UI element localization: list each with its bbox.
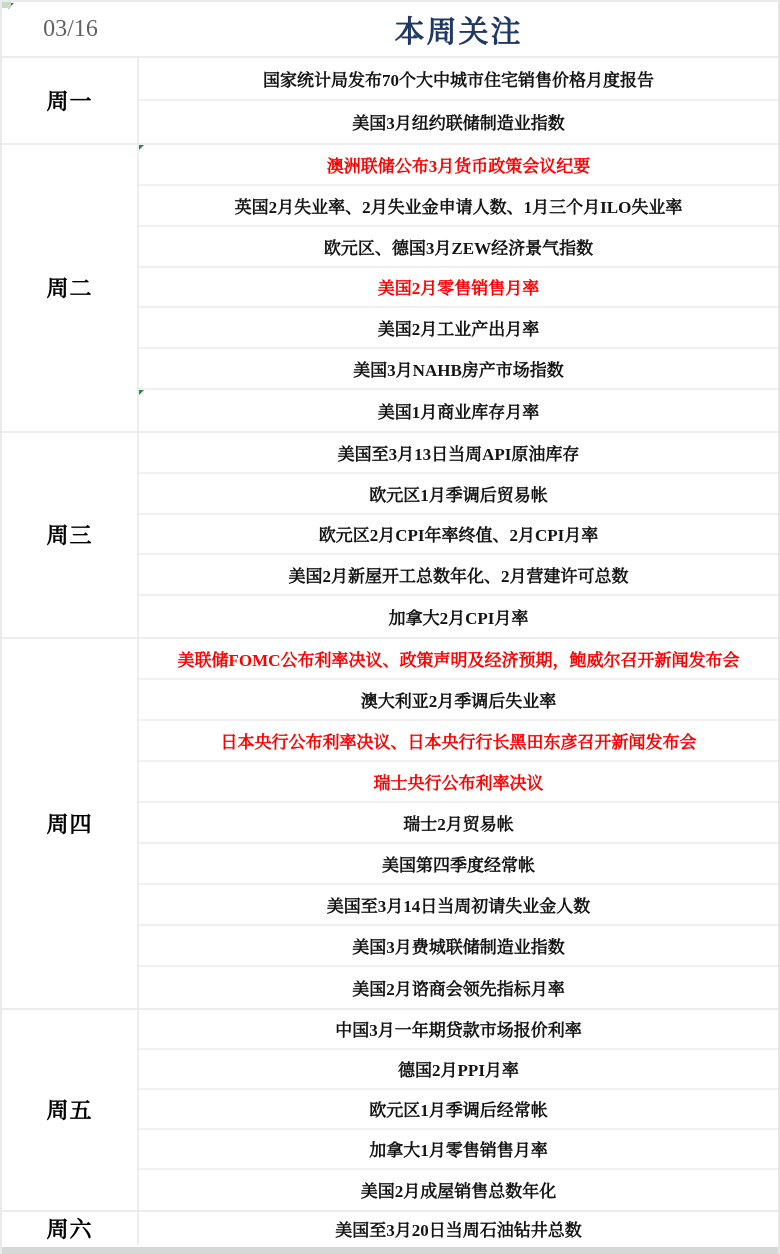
day-label: 周二 [46,276,93,302]
day-label: 周六 [46,1216,93,1242]
day-cell[interactable] [2,145,139,431]
event-row[interactable] [139,967,778,1008]
event-text: 美国1月商业库存月率 [377,402,540,422]
day-block [2,1212,778,1245]
event-row[interactable] [139,101,778,144]
event-text: 美国3月费城联储制造业指数 [352,937,565,957]
events-column [139,433,778,637]
event-row[interactable] [139,639,778,680]
event-row[interactable] [139,596,778,637]
event-row[interactable] [139,433,778,474]
event-row[interactable] [139,58,778,101]
event-text: 美国2月新屋开工总数年化、2月营建许可总数 [288,567,629,587]
event-text: 美国2月谘商会领先指标月率 [352,979,565,999]
event-row[interactable] [139,308,778,349]
day-cell[interactable] [2,433,139,637]
event-text: 欧元区2月CPI年率终值、2月CPI月率 [318,526,599,546]
sheet-corner-patch [2,2,11,8]
events-column [139,145,778,431]
event-text: 美国第四季度经常帐 [382,855,535,875]
header-row [2,2,778,58]
event-row[interactable] [139,555,778,596]
event-row[interactable] [139,844,778,885]
event-text: 中国3月一年期贷款市场报价利率 [335,1021,582,1041]
event-text: 美国至3月13日当周API原油库存 [337,444,580,464]
event-text: 美国2月零售销售月率 [377,279,540,299]
week-table [2,58,778,1245]
day-cell[interactable] [2,1010,139,1210]
event-row[interactable] [139,145,778,186]
event-text: 加拿大2月CPI月率 [388,608,529,628]
event-row[interactable] [139,515,778,556]
day-label: 周一 [46,89,93,114]
day-block [2,58,778,145]
day-cell[interactable] [2,58,139,143]
day-label: 周五 [46,1098,93,1124]
event-text: 瑞士央行公布利率决议 [373,773,544,793]
event-text: 美国至3月14日当周初请失业金人数 [326,896,591,916]
events-column [139,639,778,1008]
event-row[interactable] [139,1130,778,1170]
event-text: 国家统计局发布70个大中城市住宅销售价格月度报告 [263,70,654,90]
events-column [139,1212,778,1245]
event-text: 瑞士2月贸易帐 [403,814,514,834]
event-row[interactable] [139,474,778,515]
event-text: 德国2月PPI月率 [398,1061,519,1081]
day-block [2,1010,778,1212]
event-text: 欧元区1月季调后贸易帐 [369,485,548,505]
event-row[interactable] [139,1212,778,1245]
event-text: 加拿大1月零售销售月率 [369,1141,548,1161]
day-cell[interactable] [2,639,139,1008]
event-text: 澳洲联储公布3月货币政策会议纪要 [326,156,591,176]
event-row[interactable] [139,680,778,721]
event-row[interactable] [139,885,778,926]
event-text: 美联储FOMC公布利率决议、政策声明及经济预期，鲍威尔召开新闻发布会 [177,650,740,670]
event-row[interactable] [139,1170,778,1210]
event-row[interactable] [139,349,778,390]
event-text: 澳大利亚2月季调后失业率 [360,691,557,711]
event-text: 美国至3月20日当周石油钻井总数 [335,1220,582,1240]
event-text: 美国3月纽约联储制造业指数 [352,114,565,134]
day-label: 周三 [46,523,93,549]
day-cell[interactable] [2,1212,139,1245]
page-title: 本周关注 [394,16,523,49]
event-text: 美国2月成屋销售总数年化 [360,1182,557,1202]
comment-flag-icon [139,390,144,395]
event-text: 美国2月工业产出月率 [377,320,540,340]
event-row[interactable] [139,926,778,967]
event-row[interactable] [139,762,778,803]
event-row[interactable] [139,721,778,762]
day-block [2,433,778,639]
event-row[interactable] [139,268,778,309]
event-text: 英国2月失业率、2月失业金申请人数、1月三个月ILO失业率 [234,197,683,217]
page-title-cell[interactable] [139,7,778,51]
events-column [139,58,778,143]
events-column [139,1010,778,1210]
event-row[interactable] [139,803,778,844]
day-label: 周四 [46,811,93,837]
week-date-cell[interactable] [2,16,139,43]
day-block [2,145,778,433]
event-text: 美国3月NAHB房产市场指数 [353,361,564,381]
day-block [2,639,778,1010]
comment-flag-icon [139,145,144,150]
bottom-edge-strip [2,1247,778,1254]
event-row[interactable] [139,390,778,431]
event-text: 欧元区1月季调后经常帐 [369,1101,548,1121]
event-row[interactable] [139,1010,778,1050]
event-text: 日本央行公布利率决议、日本央行行长黑田东彦召开新闻发布会 [220,732,697,752]
event-row[interactable] [139,1090,778,1130]
event-row[interactable] [139,227,778,268]
event-text: 欧元区、德国3月ZEW经济景气指数 [323,238,594,258]
event-row[interactable] [139,1050,778,1090]
event-row[interactable] [139,186,778,227]
week-date: 03/16 [43,15,98,42]
